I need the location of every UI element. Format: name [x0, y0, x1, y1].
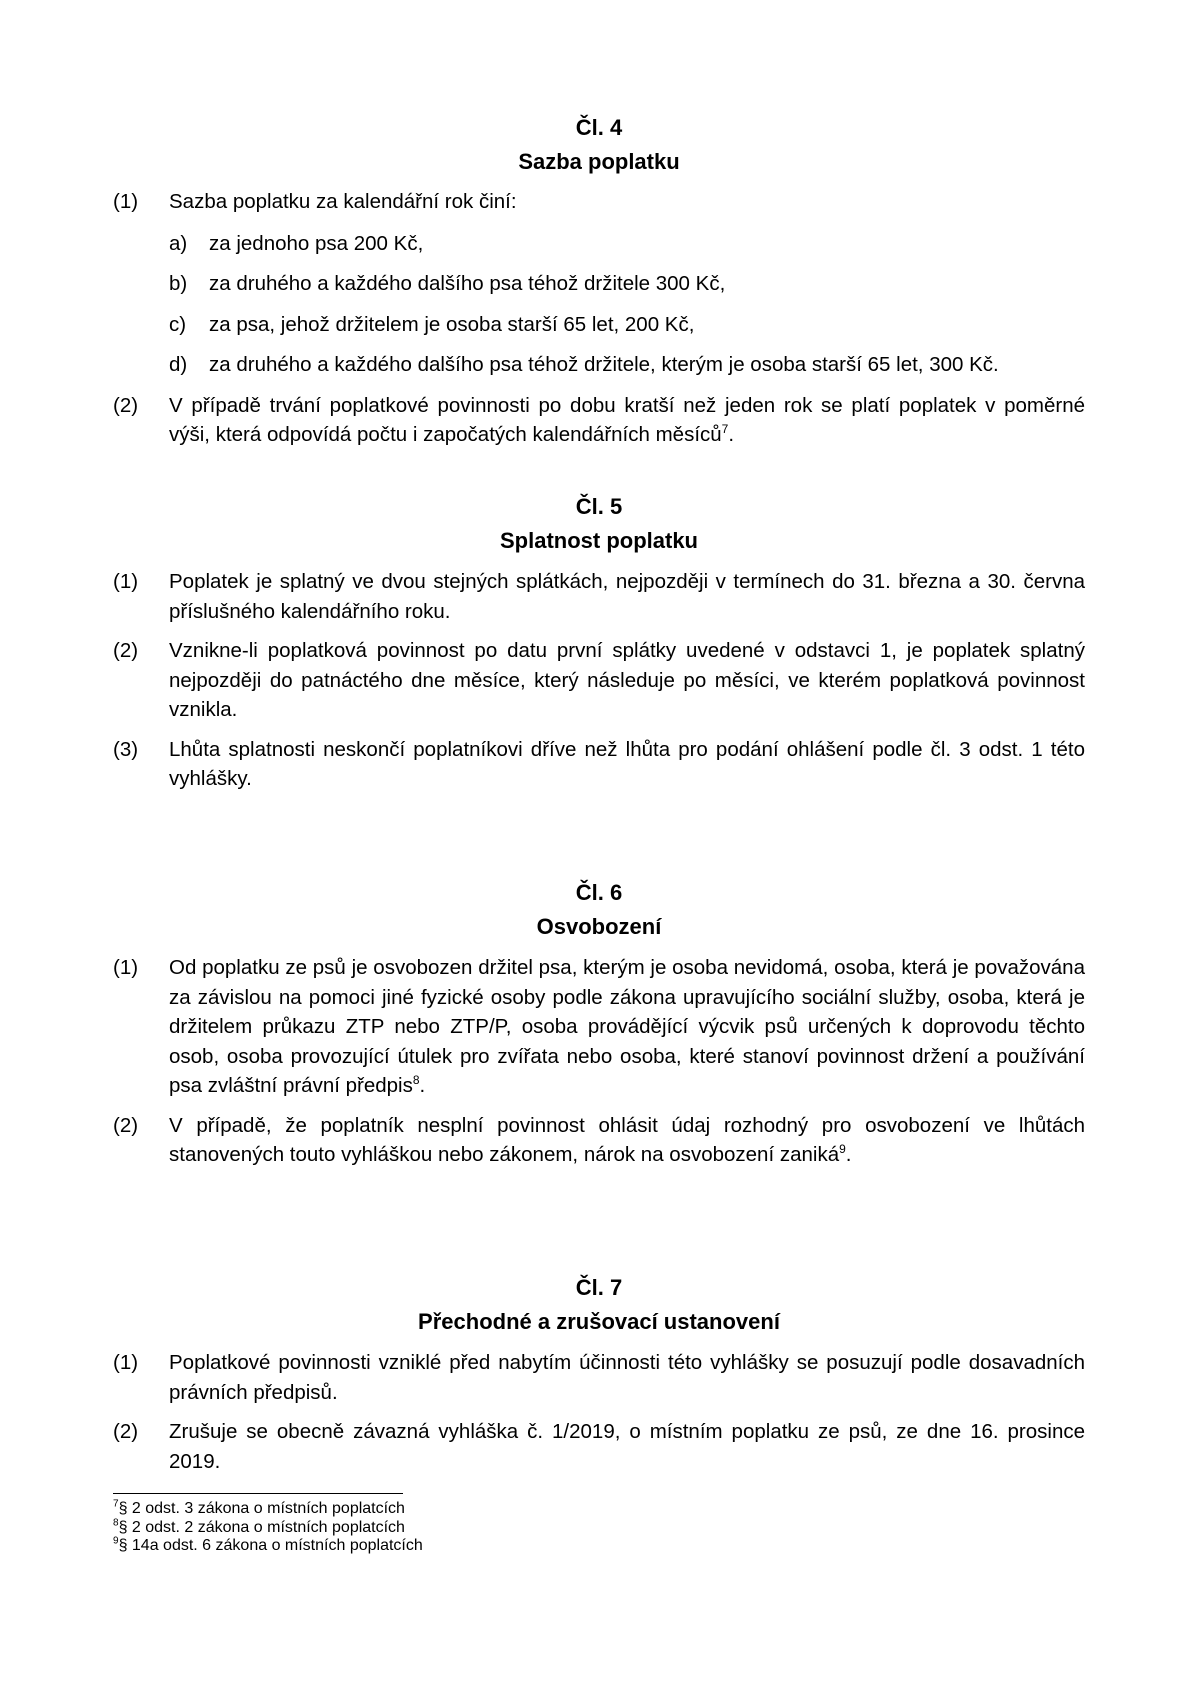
footnote-text: § 14a odst. 6 zákona o místních poplatcích	[118, 1537, 423, 1554]
article-title: Osvobození	[536, 914, 662, 939]
paragraph-text: Poplatkové povinnosti vzniklé před nabytím účinnosti této vyhlášky se posuzují podle dosavadních právních předpisů.	[169, 1351, 1085, 1404]
paragraph	[113, 735, 1085, 794]
footnote-mark: 9	[113, 1535, 119, 1547]
paragraph-number: (1)	[113, 190, 139, 213]
paragraph-text: Zrušuje se obecně závazná vyhláška č. 1/2019, o místním poplatku ze psů, ze dne 16. prosince 2019.	[169, 1420, 1085, 1473]
paragraph-number: (2)	[113, 393, 139, 417]
paragraph-text: Poplatek je splatný ve dvou stejných splátkách, nejpozději v termínech do 31. března a 30. června příslušného kalendářního roku.	[169, 570, 1085, 623]
article-number: Čl. 5	[575, 494, 623, 519]
paragraph	[113, 1348, 1085, 1407]
list-item-label: a)	[169, 231, 188, 255]
footnote	[113, 1537, 423, 1556]
paragraph-text: Lhůta splatnosti neskončí poplatníkovi dříve než lhůta pro podání ohlášení podle čl. 3 odst. 1 této vyhlášky.	[169, 737, 1085, 790]
article-number: Čl. 7	[575, 1275, 623, 1300]
list-item	[169, 269, 1085, 299]
paragraph-tail: .	[845, 1143, 852, 1166]
article-5	[113, 490, 1085, 804]
footnotes	[113, 1500, 423, 1556]
footnote	[113, 1519, 423, 1538]
article-number: Čl. 6	[575, 880, 623, 905]
paragraph-number: (3)	[113, 737, 139, 761]
article-title: Přechodné a zrušovací ustanovení	[418, 1309, 780, 1334]
footnote-reference[interactable]: 7	[721, 422, 729, 437]
list-item-label: b)	[169, 272, 188, 295]
paragraph-tail: .	[728, 423, 735, 446]
rate-list	[169, 229, 1085, 380]
footnote-divider	[113, 1493, 403, 1494]
list-item-label: c)	[169, 312, 187, 336]
footnote-text: § 2 odst. 2 zákona o místních poplatcích	[118, 1518, 405, 1536]
list-item	[169, 229, 1085, 259]
footnote-mark: 7	[113, 1498, 119, 1510]
paragraph-number: (1)	[113, 956, 139, 979]
article-6	[113, 876, 1085, 1180]
list-item	[169, 310, 1085, 340]
paragraph	[113, 636, 1085, 725]
list-item	[169, 350, 1085, 380]
article-7	[113, 1271, 1085, 1486]
list-item-text: za druhého a každého dalšího psa téhož držitele 300 Kč,	[209, 272, 726, 295]
article-title: Splatnost poplatku	[500, 528, 698, 553]
paragraph-text: Od poplatku ze psů je osvobozen držitel psa, kterým je osoba nevidomá, osoba, která je považována za závislou na pomoci jiné fyzické osoby podle zákona upravujícího sociální služby, osoba, která je držitelem průkazu ZTP nebo ZTP/P, osoba provádějící výcvik psů určených k doprovodu těchto osob, osoba provozující útulek pro zvířata nebo osoba, které stanoví povinnost držení a používání psa zvláštní právní předpis	[169, 956, 1085, 1097]
paragraph	[113, 1111, 1085, 1170]
list-item-label: d)	[169, 353, 188, 376]
paragraph-text: Sazba poplatku za kalendářní rok činí:	[169, 190, 517, 213]
paragraph-number: (2)	[113, 1113, 139, 1137]
paragraph	[113, 567, 1085, 626]
paragraph	[113, 187, 1085, 380]
footnote	[113, 1500, 423, 1519]
list-item-text: za jednoho psa 200 Kč,	[209, 231, 424, 255]
paragraph-tail: .	[419, 1074, 426, 1097]
paragraph-number: (1)	[113, 1351, 139, 1374]
list-item-text: za psa, jehož držitelem je osoba starší 65 let, 200 Kč,	[209, 312, 695, 336]
paragraph-text: V případě, že poplatník nesplní povinnost ohlásit údaj rozhodný pro osvobození ve lhůtách stanovených touto vyhláškou nebo zákonem, nárok na osvobození zaniká	[169, 1113, 1085, 1166]
article-number: Čl. 4	[575, 115, 623, 140]
paragraph-number: (1)	[113, 570, 139, 593]
paragraph-text: Vznikne-li poplatková povinnost po datu první splátky uvedené v odstavci 1, je poplatek splatný nejpozději do patnáctého dne měsíce, který následuje po měsíci, ve kterém poplatková povinnost vznikla.	[169, 639, 1085, 721]
paragraph	[113, 1417, 1085, 1476]
footnote-reference[interactable]: 8	[412, 1073, 420, 1088]
paragraph-text: V případě trvání poplatkové povinnosti po dobu kratší než jeden rok se platí poplatek v poměrné výši, která odpovídá počtu i započatých kalendářních měsíců	[169, 393, 1085, 446]
paragraph	[113, 391, 1085, 450]
list-item-text: za druhého a každého dalšího psa téhož držitele, kterým je osoba starší 65 let, 300 Kč.	[209, 353, 999, 376]
paragraph	[113, 953, 1085, 1101]
article-title: Sazba poplatku	[518, 149, 680, 174]
paragraph-number: (2)	[113, 639, 139, 662]
paragraph-number: (2)	[113, 1420, 139, 1443]
footnote-text: § 2 odst. 3 zákona o místních poplatcích	[118, 1500, 405, 1517]
footnote-mark: 8	[113, 1517, 119, 1529]
footnote-reference[interactable]: 9	[839, 1142, 846, 1157]
article-4	[113, 111, 1085, 460]
